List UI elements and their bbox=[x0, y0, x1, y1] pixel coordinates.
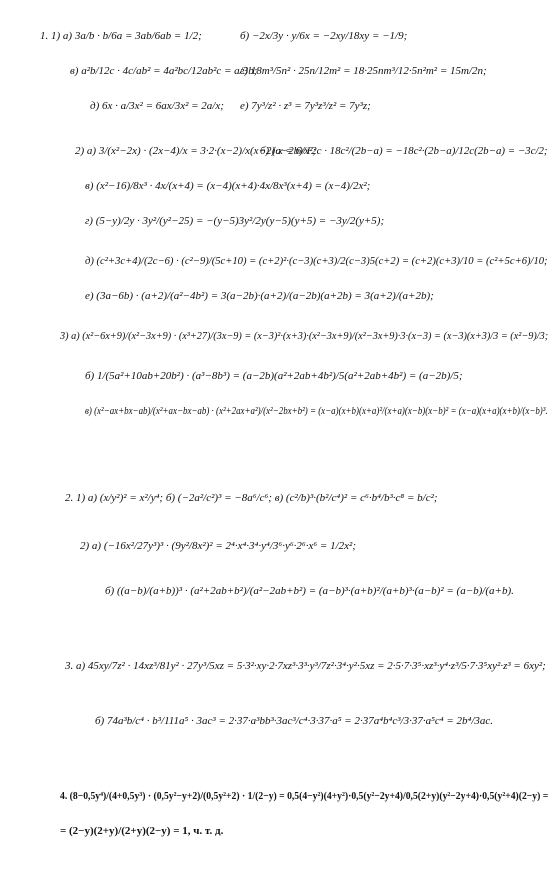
p1-line-4: д) 6x · a/3x² = 6ax/3x² = 2a/x; bbox=[90, 100, 224, 112]
p1-line-13: б) 1/(5a²+10ab+20b²) · (a³−8b³) = (a−2b)(a²+2ab+4b²)/5(a²+2ab+4b²) = (a−2b)/5; bbox=[85, 370, 463, 382]
p1-line-2: в) a²b/12c · 4c/ab² = 4a²bc/12ab²c = a/3b; bbox=[70, 65, 258, 77]
p1-line-7: б) (a−2b)/12c · 18c²/(2b−a) = −18c²·(2b−a)/12c(2b−a) = −3c/2; bbox=[260, 145, 548, 157]
p1-line-6: 2) а) 3/(x²−2x) · (2x−4)/x = 3·2·(x−2)/x(x−2)·x = 6/x²; bbox=[75, 145, 317, 157]
p1-line-10: д) (c²+3c+4)/(2c−6) · (c²−9)/(5c+10) = (c+2)²·(c−3)(c+3)/2(c−3)5(c+2) = (c+2)(c+3)/10 = (c²+5c+6)/10; bbox=[85, 255, 548, 267]
p1-line-3: г) 18m³/5n² · 25n/12m² = 18·25nm³/12·5n²m² = 15m/2n; bbox=[240, 65, 487, 77]
p1-line-0: 1. 1) а) 3a/b · b/6a = 3ab/6ab = 1/2; bbox=[40, 30, 202, 42]
p4-line-1: = (2−y)(2+y)/(2+y)(2−y) = 1, ч. т. д. bbox=[60, 825, 224, 837]
p1-line-14: в) (x²−ax+bx−ab)/(x²+ax−bx−ab) · (x²+2ax+a²)/(x²−2bx+b²) = (x−a)(x+b)(x+a)²/(x+a)(x−b)(x−b)² = (x−a)(x+a)(x+b)/(x−b)³. bbox=[85, 405, 548, 417]
p2-line-0: 2. 1) а) (x/y²)² = x²/y⁴; б) (−2a²/c²)³ = −8a⁶/c⁶; в) (c²/b)³·(b²/c⁴)² = c⁶·b⁴/b³·c⁸ = b/c²; bbox=[65, 492, 438, 504]
p1-line-8: в) (x²−16)/8x³ · 4x/(x+4) = (x−4)(x+4)·4x/8x³(x+4) = (x−4)/2x²; bbox=[85, 180, 371, 192]
p2-line-2: б) ((a−b)/(a+b))³ · (a²+2ab+b²)/(a²−2ab+b²) = (a−b)³·(a+b)²/(a+b)³·(a−b)² = (a−b)/(a+b). bbox=[105, 585, 514, 597]
p3-line-1: б) 74a³b/c⁴ · b³/111a⁵ · 3ac³ = 2·37·a³bb³·3ac³/c⁴·3·37·a⁵ = 2·37a⁴b⁴c³/3·37·a⁵c⁴ = 2b⁴/3ac. bbox=[95, 715, 494, 727]
p1-line-1: б) −2x/3y · y/6x = −2xy/18xy = −1/9; bbox=[240, 30, 408, 42]
p4-line-0: 4. (8−0,5y⁴)/(4+0,5y³) · (0,5y²−y+2)/(0,5y²+2) · 1/(2−y) = 0,5(4−y²)(4+y²)·0,5(y²−2y+4)/0,5(2+y)(y²−2y+4)·0,5(y²+4)(2−y) = bbox=[60, 790, 549, 802]
p1-line-11: е) (3a−6b) · (a+2)/(a²−4b²) = 3(a−2b)·(a+2)/(a−2b)(a+2b) = 3(a+2)/(a+2b); bbox=[85, 290, 434, 302]
p1-line-9: г) (5−y)/2y · 3y²/(y²−25) = −(y−5)3y²/2y(y−5)(y+5) = −3y/2(y+5); bbox=[85, 215, 385, 227]
p1-line-5: е) 7y³/z² · z³ = 7y³z³/z² = 7y³z; bbox=[240, 100, 371, 112]
p3-line-0: 3. а) 45xy/7z² · 14xz³/81y² · 27y³/5xz = 5·3²·xy·2·7xz³·3³·y³/7z²·3⁴·y²·5xz = 2·5·7·3⁵·xz³·y⁴·z³/5·7·3⁵xy²·z³ = 6xy²; bbox=[65, 660, 546, 672]
p1-line-12: 3) а) (x²−6x+9)/(x²−3x+9) · (x³+27)/(3x−9) = (x−3)²·(x+3)·(x²−3x+9)/(x²−3x+9)·3·(x−3) = (x−3)(x+3)/3 = (x²−9)/3; bbox=[60, 330, 549, 342]
p2-line-1: 2) а) (−16x²/27y³)³ · (9y²/8x²)² = 2⁴·x⁴·3⁴·y⁴/3⁶·y⁶·2⁶·x⁶ = 1/2x²; bbox=[80, 540, 357, 552]
